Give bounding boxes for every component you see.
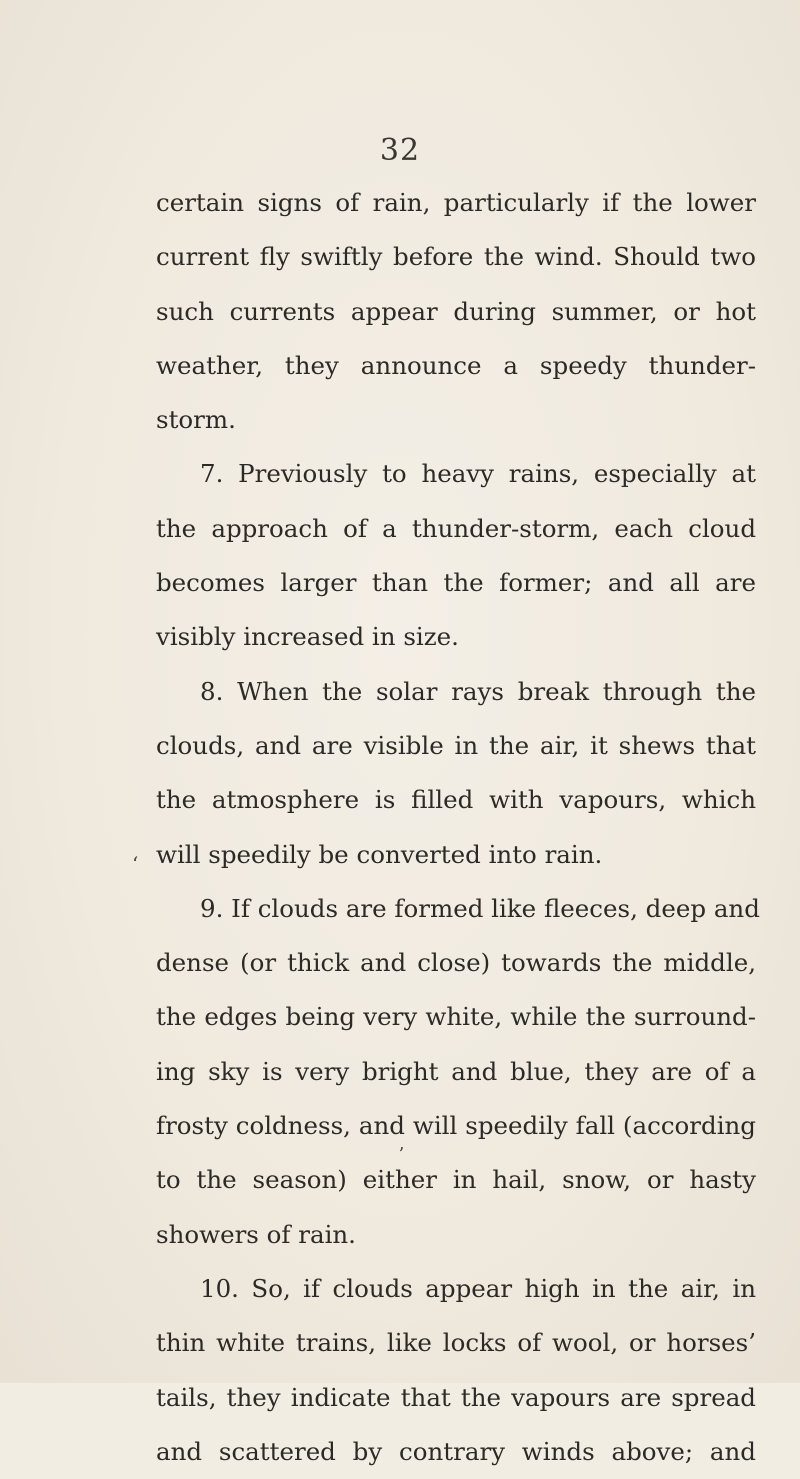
bottom-ink-mark: ʼ [398,1144,404,1165]
text-line: clouds, and are visible in the air, it shews that [156,730,756,760]
text-line: will speedily be converted into rain. [156,839,603,869]
text-line: the edges being very white, while the surround- [156,1002,756,1032]
text-line: tails, they indicate that the vapours are spread [156,1382,756,1412]
paragraph-9-start: 9. If clouds are formed like fleeces, deep and [200,893,760,923]
text-line: visibly increased in size. [156,622,459,652]
text-line: storm. [156,405,236,435]
text-line: such currents appear during summer, or hot [156,296,756,326]
text-line: dense (or thick and close) towards the middle, [156,948,756,978]
paragraph-7-start: 7. Previously to heavy rains, especially at [200,459,756,489]
text-line: certain signs of rain, particularly if the lower [156,188,756,217]
text-line: ing sky is very bright and blue, they are of a [156,1056,756,1086]
text-line: weather, they announce a speedy thunder- [156,350,756,380]
text-line: thin white trains, like locks of wool, or horses’ [156,1328,756,1358]
text-line: the approach of a thunder-storm, each cloud [156,513,756,543]
paragraph-10-start: 10. So, if clouds appear high in the air, in [200,1273,756,1303]
text-line: frosty coldness, and will speedily fall (according [156,1111,756,1141]
margin-ink-mark: ʻ [132,852,139,876]
text-line: and scattered by contrary winds above; and [156,1436,756,1466]
text-line: to the season) either in hail, snow, or hasty [156,1165,756,1195]
text-line: showers of rain. [156,1219,356,1249]
body-text [156,176,760,1479]
paragraph-8-start: 8. When the solar rays break through the [200,676,756,706]
text-line: the atmosphere is filled with vapours, which [156,785,756,815]
text-line: becomes larger than the former; and all are [156,568,756,598]
text-line: current fly swiftly before the wind. Should two [156,242,756,272]
page-number: 32 [379,133,421,168]
